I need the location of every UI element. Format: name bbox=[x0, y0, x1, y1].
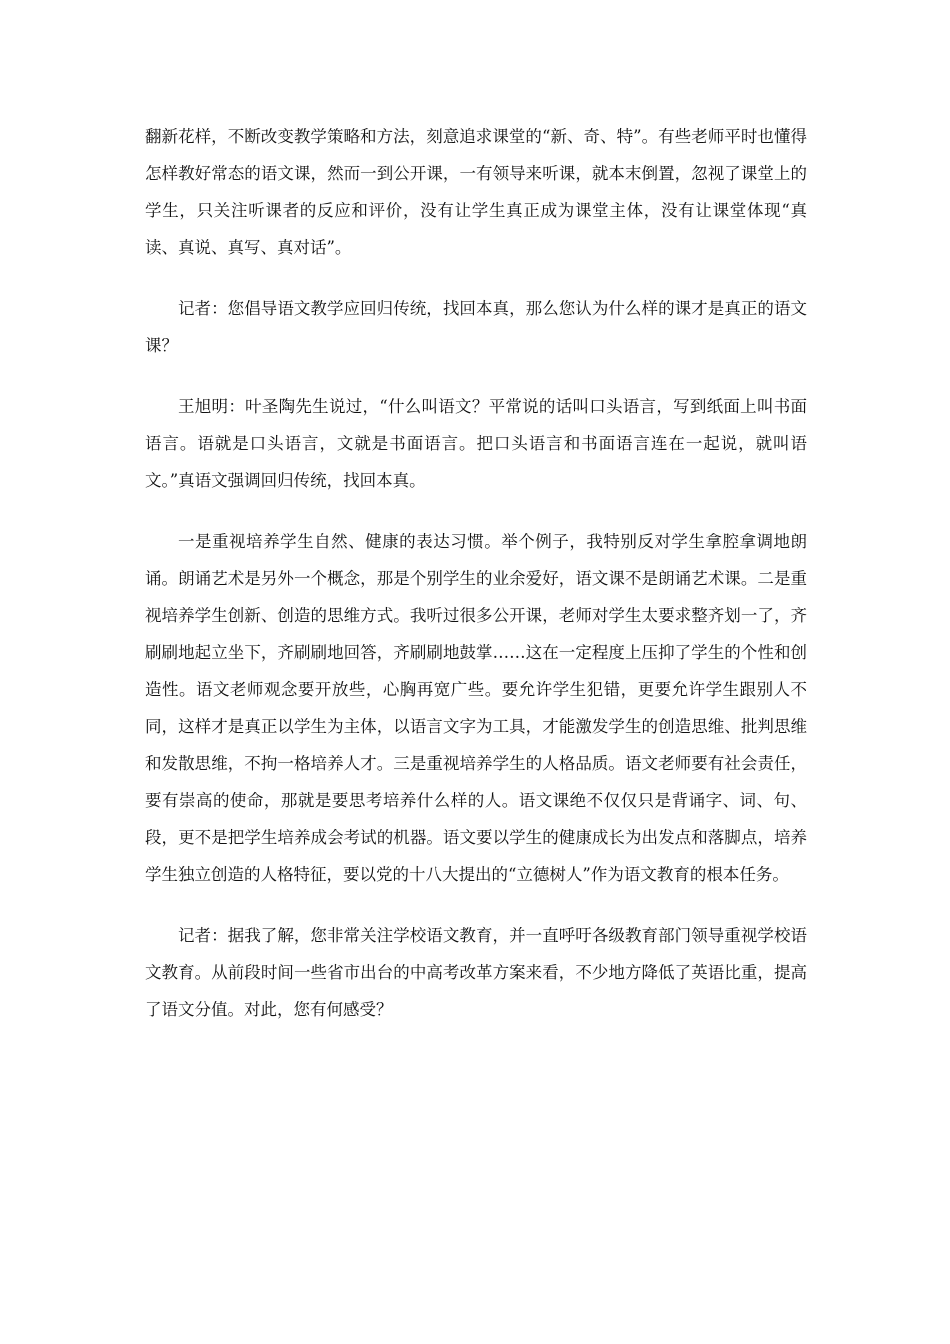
paragraph-three-points: 一是重视培养学生自然、健康的表达习惯。举个例子，我特别反对学生拿腔拿调地朗诵。朗诵艺术是另外一个概念，那是个别学生的业余爱好，语文课不是朗诵艺术课。二是重视培养学生创新、创造的思维方式。我听过很多公开课，老师对学生太要求整齐划一了，齐刷刷地起立坐下，齐刷刷地回答，齐刷刷地鼓掌……这在一定程度上压抑了学生的个性和创造性。语文老师观念要开放些，心胸再宽广些。要允许学生犯错，更要允许学生跟别人不同，这样才是真正以学生为主体，以语言文字为工具，才能激发学生的创造思维、批判思维和发散思维，不拘一格培养人才。三是重视培养学生的人格品质。语文老师要有社会责任，要有崇高的使命，那就是要思考培养什么样的人。语文课绝不仅仅只是背诵字、词、句、段，更不是把学生培养成会考试的机器。语文要以学生的健康成长为出发点和落脚点，培养学生独立创造的人格特征，要以党的十八大提出的“立德树人”作为语文教育的根本任务。 bbox=[145, 532, 807, 884]
paragraph-reporter-question-2: 记者：据我了解，您非常关注学校语文教育，并一直呼吁各级教育部门领导重视学校语文教育。从前段时间一些省市出台的中高考改革方案来看，不少地方降低了英语比重，提高了语文分值。对此，您有何感受？ bbox=[145, 926, 807, 1019]
document-page bbox=[145, 118, 807, 1052]
paragraph-continuation: 翻新花样，不断改变教学策略和方法，刻意追求课堂的“新、奇、特”。有些老师平时也懂得怎样教好常态的语文课，然而一到公开课，一有领导来听课，就本末倒置，忽视了课堂上的学生，只关注听课者的反应和评价，没有让学生真正成为课堂主体，没有让课堂体现“真读、真说、真写、真对话”。 bbox=[145, 127, 807, 257]
paragraph-reporter-question-1: 记者：您倡导语文教学应回归传统，找回本真，那么您认为什么样的课才是真正的语文课？ bbox=[145, 299, 807, 355]
paragraph-wang-answer-1: 王旭明：叶圣陶先生说过，“什么叫语文？平常说的话叫口头语言，写到纸面上叫书面语言。语就是口头语言，文就是书面语言。把口头语言和书面语言连在一起说，就叫语文。”真语文强调回归传统，找回本真。 bbox=[145, 397, 807, 490]
